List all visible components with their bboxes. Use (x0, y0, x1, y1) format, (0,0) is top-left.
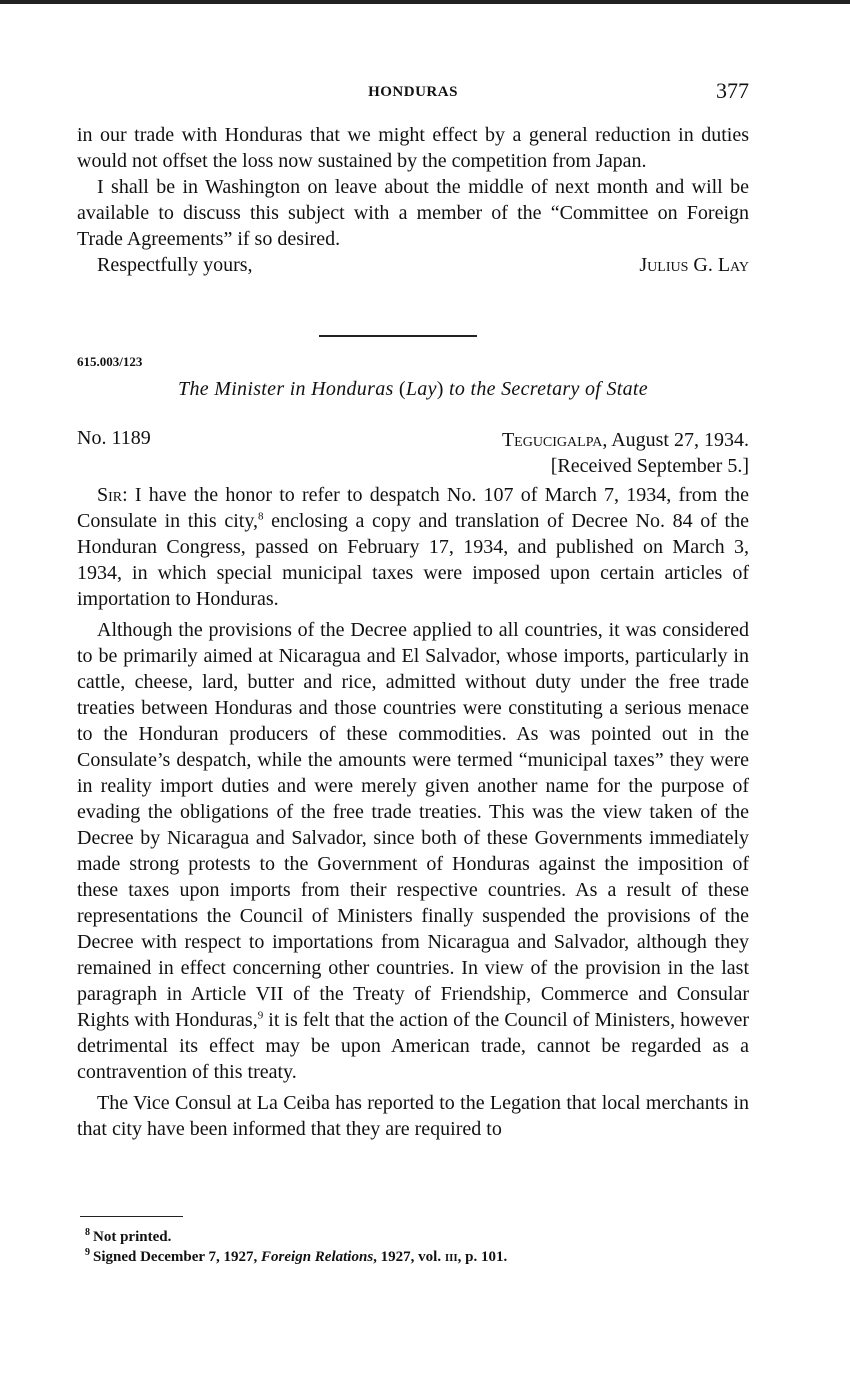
signature: Julius G. Lay (639, 254, 749, 276)
footnote-ref-9: 9 (257, 1009, 264, 1022)
body-paragraph-3: The Vice Consul at La Ceiba has reported to the Legation that local merchants in that city have been informed that they are required to (77, 1092, 749, 1140)
footnote-9-text-b: , 1927, vol. (373, 1249, 445, 1265)
heading-part-1: The Minister in Honduras (178, 378, 399, 400)
despatch-number: No. 1189 (77, 427, 151, 449)
footnotes (85, 1227, 745, 1267)
heading-name: Lay (405, 378, 437, 400)
dateline (502, 427, 749, 479)
place: Tegucigalpa (501, 429, 603, 451)
leave-paragraph: I shall be in Washington on leave about the middle of next month and will be available to discuss this subject with a member of the “Committee on Foreign Trade Agreements” if so desired. (77, 176, 749, 250)
footnote-9-italic: Foreign Relations (261, 1249, 374, 1265)
place-date (502, 427, 749, 453)
signoff (77, 252, 749, 278)
footnote-9-text-c: , p. 101. (457, 1249, 508, 1265)
footnote-ref-8: 8 (258, 510, 264, 523)
footnote-mark-8: 8 (85, 1227, 90, 1238)
footnote-9 (85, 1247, 745, 1267)
footnote-text-8: Not printed. (93, 1229, 172, 1245)
page-number: 377 (716, 78, 749, 103)
running-head (77, 78, 749, 108)
footnote-8 (85, 1227, 745, 1247)
para2-text-b: it is felt that the action of the Council of Ministers, however detrimental its effect may be upon American trade, cannot be regarded as a contravention of this treaty. (77, 1009, 749, 1083)
body-paragraph-1 (77, 482, 749, 612)
date: , August 27, 1934. (602, 429, 749, 451)
file-number: 615.003/123 (77, 354, 143, 369)
body-paragraph-2 (77, 617, 749, 1085)
letter-body (77, 482, 749, 1142)
para2-text-a: Although the provisions of the Decree applied to all countries, it was considered to be primarily aimed at Nicaragua and El Salvador, whose imports, particularly in cattle, cheese, lard, butter and rice, admitted without duty under the free trade treaties between Honduras and those countries were constituting a serious menace to the Honduran producers of these commodities. As was pointed out in the Consulate’s despatch, while the amounts were termed “municipal taxes” they were in reality import duties and were merely given another name for the purpose of evading the obligations of the free trade treaties. This was the view taken of the Decree by Nicaragua and Salvador, since both of these Governments immediately made strong protests to the Government of Honduras against the imposition of these taxes upon imports from their respective countries. As a result of these representations the Council of Ministers finally suspended the provisions of the Decree with respect to importations from Nicaragua and Salvador, although they remained in effect concerning other countries. In view of the provision in the last paragraph in Article VII of the Treaty of Friendship, Commerce and Consular Rights with Honduras, (77, 619, 749, 1031)
para1-text-b: enclosing a copy and translation of Decree No. 84 of the Honduran Congress, passed on February 17, 1934, and published on March 3, 1934, in which special municipal taxes were imposed upon certain articles of importation to Honduras. (77, 510, 749, 610)
heading-open-paren: ( (398, 378, 406, 400)
heading-close-paren: ) (436, 378, 444, 400)
salutation: Sir (97, 484, 123, 506)
footnote-9-volume: iii (444, 1249, 458, 1265)
closing: Respectfully yours, (97, 254, 253, 276)
received-note: [Received September 5.] (550, 455, 749, 477)
footnote-mark-9: 9 (85, 1247, 90, 1258)
para1-text-a: : I have the honor to refer to despatch No. 107 of March 7, 1934, from the Consulate in this city, (77, 484, 749, 532)
continued-paragraph: in our trade with Honduras that we might effect by a general reduction in duties would not offset the loss now sustained by the competition from Japan. (77, 124, 749, 172)
continued-letter (77, 122, 749, 278)
top-border-rule (0, 0, 850, 4)
heading-part-2: to the Secretary of State (443, 378, 648, 400)
footnote-rule (80, 1216, 183, 1217)
document-heading (77, 378, 749, 401)
section-divider (319, 335, 477, 337)
footnote-9-text-a: Signed December 7, 1927, (93, 1249, 262, 1265)
running-title: HONDURAS (368, 84, 458, 100)
